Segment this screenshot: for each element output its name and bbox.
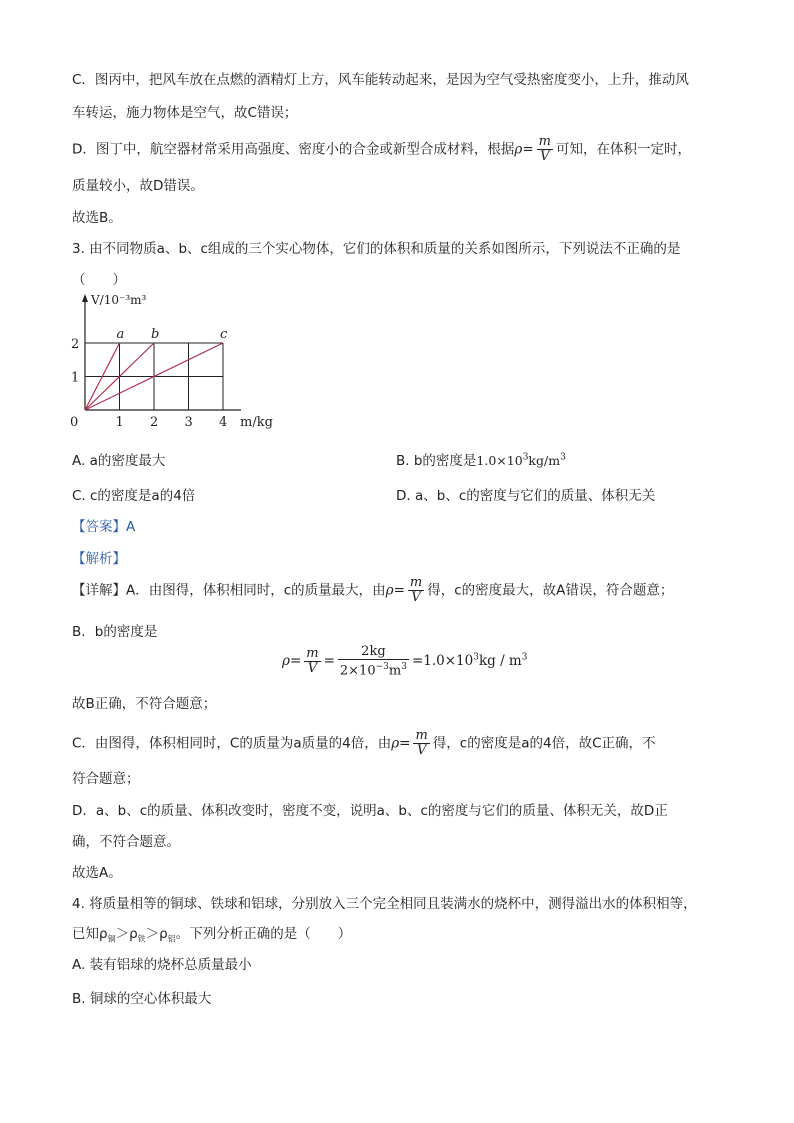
question-3-stem: 3. 由不同物质a、b、c组成的三个实心物体，它们的体积和质量的关系如图所示，下列说法不正确的是 xyxy=(72,241,681,257)
calc-den-exp: −3 xyxy=(375,662,389,672)
calc-den-prefix: 2×10 xyxy=(339,663,376,679)
fraction-denominator: V xyxy=(416,743,427,758)
rho-symbol: ρ xyxy=(282,653,290,670)
x-tick-label: 3 xyxy=(184,415,193,430)
detail-c-text-2: 得，c的密度是a的4倍，故C正确，不 xyxy=(432,735,656,752)
option-b-unit: kg/m xyxy=(528,453,561,468)
calc-result-unit: kg / m xyxy=(478,653,522,670)
detail-b-line: B．b的密度是 xyxy=(72,624,158,640)
calc-den-unit: m xyxy=(388,663,402,679)
analysis-label: 【解析】 xyxy=(72,551,126,567)
greater-than-rho: ＞ρ xyxy=(115,926,138,942)
d-explanation-line-2: 质量较小，故D错误。 xyxy=(72,178,204,194)
question-4-option-b: B. 铜球的空心体积最大 xyxy=(72,991,212,1007)
option-b-value: 1.0×10 xyxy=(476,453,523,468)
fraction-numerator: m xyxy=(538,134,551,149)
fraction-denominator: V xyxy=(540,149,550,164)
detail-d-line-1: D．a、b、c的质量、体积改变时，密度不变，说明a、b、c的密度与它们的质量、体积无关，故D正 xyxy=(72,803,668,819)
option-d: D. a、b、c的密度与它们的质量、体积无关 xyxy=(396,488,656,504)
equals-symbol: = xyxy=(393,582,405,599)
equals-symbol: = xyxy=(323,653,335,670)
detail-c-line xyxy=(72,729,656,758)
option-b-text: B. b的密度是 xyxy=(396,453,477,469)
greater-than-rho: ＞ρ xyxy=(145,926,168,942)
m-over-v-fraction xyxy=(304,647,320,676)
calc-result-unit-exp: 3 xyxy=(521,652,528,663)
d-explanation-text: D．图丁中，航空器材常采用高强度、密度小的合金或新型合成材料，根据 xyxy=(72,141,515,158)
series-label-b: b xyxy=(151,327,160,342)
density-fraction xyxy=(413,729,429,758)
y-axis-arrow xyxy=(82,294,88,302)
c-explanation-line-2: 车转运，施力物体是空气，故C错误； xyxy=(72,105,298,121)
option-c: C. c的密度是a的4倍 xyxy=(72,488,196,504)
option-a: A. a的密度最大 xyxy=(72,453,166,469)
x-tick-label: 4 xyxy=(219,415,228,430)
density-fraction xyxy=(537,135,553,164)
calc-den-unit-exp: 3 xyxy=(401,662,407,672)
fraction-numerator: m xyxy=(409,575,423,590)
fraction-denominator: V xyxy=(307,661,318,677)
detail-b-conclusion: 故B正确，不符合题意； xyxy=(72,696,217,712)
x-tick-label: 1 xyxy=(115,415,124,430)
detail-c-text: C．由图得，体积相同时，C的质量为a质量的4倍，由 xyxy=(72,735,392,752)
detail-d-line-2: 确，不符合题意。 xyxy=(72,834,180,850)
rho-symbol: ρ xyxy=(391,735,400,752)
series-label-a: a xyxy=(116,327,125,342)
answer-label: 【答案】A xyxy=(72,519,136,535)
calc-numerator: 2kg xyxy=(338,645,409,660)
fraction-denominator: V xyxy=(411,590,421,605)
calc-denominator xyxy=(338,660,409,678)
rho-symbol: ρ xyxy=(514,141,523,158)
option-b xyxy=(396,449,566,469)
y-tick-label: 2 xyxy=(71,337,80,352)
x-tick-label: 0 xyxy=(70,415,79,430)
value-fraction xyxy=(338,645,409,678)
fraction-numerator: m xyxy=(306,646,319,662)
d-explanation-line-1 xyxy=(72,135,691,164)
detail-a-text: 【详解】A．由图得，体积相同时，c的质量最大，由 xyxy=(72,582,386,599)
c-explanation-line-1: C．图丙中，把风车放在点燃的酒精灯上方，风车能转动起来，是因为空气受热密度变小，上升，推动风 xyxy=(72,72,689,88)
d-explanation-text-2: 可知，在体积一定时， xyxy=(555,141,691,158)
density-fraction xyxy=(408,576,424,605)
equals-symbol: = xyxy=(289,653,302,670)
choose-b-line: 故选B。 xyxy=(72,210,122,226)
x-axis-label: m/kg xyxy=(240,415,273,430)
choose-a-line: 故选A。 xyxy=(72,865,122,881)
equals-symbol: = xyxy=(399,735,411,752)
condition-text-2: 。下列分析正确的是（ ） xyxy=(175,926,352,942)
option-b-exp: 3 xyxy=(522,452,529,463)
question-4-option-a: A. 装有铝球的烧杯总质量最小 xyxy=(72,957,252,973)
fraction-numerator: m xyxy=(415,728,428,743)
detail-a-line xyxy=(72,576,673,605)
condition-text: 已知ρ xyxy=(72,926,108,942)
iron-subscript: 铁 xyxy=(137,934,146,944)
calc-result: =1.0×10 xyxy=(411,653,474,670)
copper-subscript: 铜 xyxy=(107,934,116,944)
question-4-stem: 4. 将质量相等的铜球、铁球和铝球，分别放入三个完全相同且装满水的烧杯中，测得溢出水的体积相等， xyxy=(72,896,697,912)
question-4-condition xyxy=(72,922,351,945)
chart-axes xyxy=(82,294,241,410)
volume-mass-chart xyxy=(66,290,286,435)
detail-a-text-2: 得，c的密度最大，故A错误，符合题意； xyxy=(427,582,674,599)
detail-c-line-2: 符合题意； xyxy=(72,771,140,787)
aluminum-subscript: 铝 xyxy=(167,934,176,944)
series-label-c: c xyxy=(220,327,228,342)
density-calculation xyxy=(282,645,527,678)
option-b-unit-exp: 3 xyxy=(560,452,566,463)
equals-symbol: = xyxy=(522,141,534,158)
y-tick-label: 1 xyxy=(71,370,80,386)
y-axis-label: V/10⁻³m³ xyxy=(91,293,147,307)
calc-result-exp: 3 xyxy=(473,652,479,663)
rho-symbol: ρ xyxy=(385,582,394,599)
x-tick-label: 2 xyxy=(150,415,159,430)
question-3-bracket: （ ） xyxy=(72,272,126,288)
